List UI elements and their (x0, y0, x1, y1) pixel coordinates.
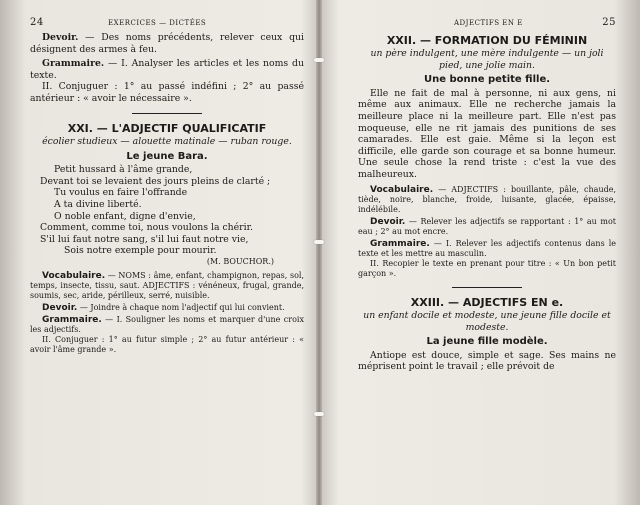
grammaire-label: Grammaire. (370, 238, 430, 249)
grammaire-text: — I. Souligner les noms et marquer d'une croix les adjectifs. (30, 315, 304, 334)
binding-stitch (314, 412, 324, 416)
right-page (358, 17, 616, 373)
devoir-label: Devoir. (42, 303, 78, 313)
poem-line: S'il lui faut notre sang, s'il lui faut notre vie, (40, 233, 249, 245)
left-page (30, 17, 304, 355)
vocabulary-label: Vocabulaire. (370, 184, 434, 195)
vocabulary-paragraph (358, 185, 616, 215)
devoir-text: — Relever les adjectifs se rapportant : 1° au mot eau ; 2° au mot encre. (358, 216, 616, 236)
devoir-text: — Des noms précédents, relever ceux qui désignent des armes à feu. (30, 32, 304, 55)
book-gutter (316, 0, 322, 505)
story-text: Elle ne fait de mal à personne, ni aux gens, ni même aux animaux. Elle ne recherche jamais la meilleure place ni la meilleure part. Elle n'est pas moqueuse, elle ne rit jamais des punitions de ses camarades. Elle est gaie. Même si la leçon est difficile, elle garde son courage et sa bonne humeur. Une seule chose la rend triste : c'est la vue des malheureux. (358, 87, 616, 180)
grammaire-text: — I. Relever les adjectifs contenus dans le texte et les mettre au masculin. (358, 238, 616, 258)
grammaire-label: Grammaire. (42, 315, 102, 325)
poem-line: Sois notre exemple pour mourir. (64, 245, 217, 257)
section-examples: écolier studieux — alouette matinale — ruban rouge. (42, 136, 292, 148)
page-number: 24 (30, 17, 44, 28)
story-title: Une bonne petite fille. (423, 74, 551, 86)
devoir-text: — Joindre à chaque nom l'adjectif qui lui convient. (77, 303, 285, 312)
conjugation-paragraph: II. Conjuguer : 1° au passé indéfini ; 2° au passé antérieur : « avoir le nécessaire ». (30, 81, 304, 104)
section-examples: un père indulgent, une mère indulgente — un joli pied, une jolie main. (370, 48, 604, 71)
running-head: ADJECTIFS EN E (454, 19, 523, 27)
grammaire-paragraph (30, 315, 304, 335)
poem-line: Petit hussard à l'âme grande, (54, 164, 193, 176)
section-title: XXIII. — ADJECTIFS EN e. (410, 296, 564, 310)
grammaire-paragraph (358, 239, 616, 259)
poem-line: O noble enfant, digne d'envie, (54, 210, 196, 222)
vocabulary-text: — ADJECTIFS : bouillante, pâle, chaude, tiède, noire, blanche, froide, luisante, glacée, épaisse, indélébile. (358, 184, 616, 214)
page-number: 25 (602, 17, 616, 28)
grammaire-label: Grammaire. (42, 58, 105, 70)
devoir-paragraph (30, 32, 304, 55)
grammaire-paragraph (30, 58, 304, 81)
section-examples: un enfant docile et modeste, une jeune fille docile et modeste. (363, 310, 611, 333)
running-head: EXERCICES — DICTÉES (108, 19, 207, 27)
story-text: Antiope est douce, simple et sage. Ses mains ne méprisent point le travail ; elle prévoit de (358, 349, 616, 373)
devoir-label: Devoir. (42, 32, 79, 43)
devoir-paragraph (30, 303, 304, 313)
section-title: XXI. — L'ADJECTIF QUALIFICATIF (67, 122, 267, 136)
poem-line: Devant toi se levaient des jours pleins de clarté ; (40, 175, 271, 187)
section-divider (452, 287, 522, 289)
vocabulary-text: — NOMS : âme, enfant, champignon, repas, sol, temps, insecte, tissu, saut. ADJECTIFS : vénéneux, frugal, grande, soumis, sec, aride, périlleux, serré, nuisible. (30, 271, 304, 300)
poem-author: (M. BOUCHOR.) (206, 257, 274, 266)
story-title: Le jeune Bara. (126, 150, 208, 162)
poem-line: Tu voulus en faire l'offrande (54, 187, 188, 199)
story-title: La jeune fille modèle. (426, 336, 548, 348)
poem-line: A ta divine liberté. (54, 199, 142, 211)
devoir-label: Devoir. (370, 216, 406, 227)
copy-instruction: II. Recopier le texte en prenant pour titre : « Un bon petit garçon ». (358, 258, 616, 278)
binding-stitch (314, 58, 324, 62)
section-divider (132, 113, 202, 115)
binding-stitch (314, 240, 324, 244)
conjugation-paragraph: II. Conjuguer : 1° au futur simple ; 2° au futur antérieur : « avoir l'âme grande ». (30, 335, 304, 354)
vocabulary-label: Vocabulaire. (42, 271, 106, 281)
poem-line: Comment, comme toi, nous voulons la chérir. (40, 222, 253, 234)
poem (30, 164, 304, 257)
devoir-paragraph (358, 217, 616, 237)
grammaire-text: — I. Analyser les articles et les noms du texte. (30, 58, 304, 81)
section-title: XXII. — FORMATION DU FÉMININ (386, 34, 588, 47)
vocabulary-paragraph (30, 271, 304, 301)
